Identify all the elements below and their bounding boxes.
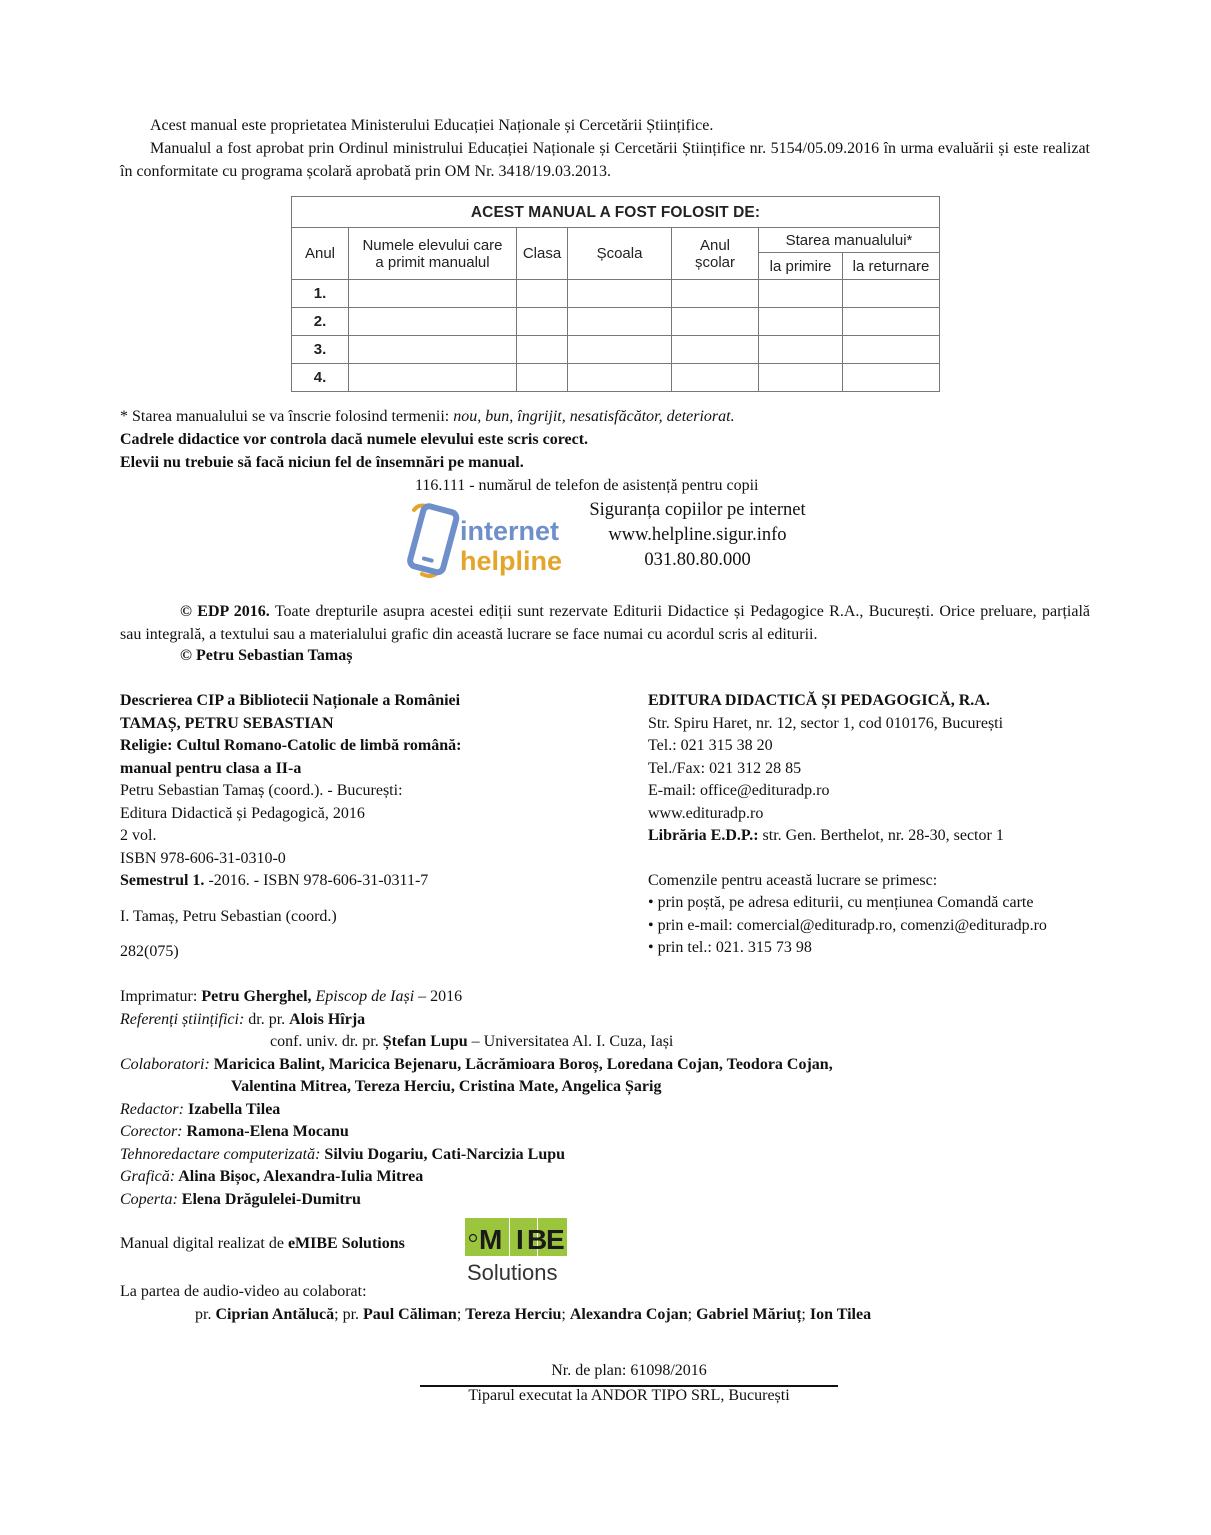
bookstore-label: Librăria E.D.P.: bbox=[648, 827, 759, 844]
audio-heading: La partea de audio-video au colaborat: bbox=[120, 1283, 367, 1300]
digital-company: eMIBE Solutions bbox=[287, 1235, 405, 1252]
helpline-info bbox=[570, 498, 825, 573]
redactor bbox=[120, 1099, 833, 1122]
publisher-info bbox=[648, 690, 1047, 960]
corector-name: Ramona-Elena Mocanu bbox=[182, 1123, 349, 1140]
referent2 bbox=[120, 1031, 833, 1054]
row-number: 3. bbox=[292, 336, 349, 364]
col-anul-scolar bbox=[672, 228, 759, 280]
table-row bbox=[292, 308, 940, 336]
printer-info: Tiparul executat la ANDOR TIPO SRL, București bbox=[468, 1387, 790, 1404]
helpline-url[interactable]: www.helpline.sigur.info bbox=[608, 525, 787, 545]
usage-table bbox=[291, 196, 940, 392]
cell-scoala[interactable] bbox=[568, 280, 672, 308]
audio-prefix: ; bbox=[687, 1306, 697, 1323]
cell-numele[interactable] bbox=[349, 364, 517, 392]
grafica-names: Alina Bișoc, Alexandra-Iulia Mitrea bbox=[175, 1168, 424, 1185]
logo-word-helpline: helpline bbox=[460, 546, 563, 576]
cell-la-primire[interactable] bbox=[759, 280, 843, 308]
audio-person: Alexandra Cojan bbox=[569, 1306, 688, 1323]
cell-clasa[interactable] bbox=[517, 308, 568, 336]
helpline-phone: 031.80.80.000 bbox=[644, 550, 751, 570]
cip-heading: Descrierea CIP a Bibliotecii Naționale a României bbox=[120, 692, 461, 709]
condition-note bbox=[120, 408, 735, 426]
audio-person: Ciprian Antălucă bbox=[215, 1306, 335, 1323]
colaboratori bbox=[120, 1054, 833, 1077]
cell-la-returnare[interactable] bbox=[843, 336, 940, 364]
colaboratori-label: Colaboratori: bbox=[120, 1055, 210, 1073]
cip-isbn: ISBN 978-606-31-0310-0 bbox=[120, 849, 286, 867]
publisher-address: Str. Spiru Haret, nr. 12, sector 1, cod 010176, București bbox=[648, 714, 1004, 732]
cip-title-line2: manual pentru clasa a II-a bbox=[120, 759, 302, 777]
audio-people bbox=[120, 1303, 871, 1326]
publisher-name: EDITURA DIDACTICĂ ȘI PEDAGOGICĂ, R.A. bbox=[648, 692, 990, 709]
coperta bbox=[120, 1189, 833, 1212]
cip-line2: Editura Didactică și Pedagogică, 2016 bbox=[120, 804, 365, 822]
imprimatur bbox=[120, 986, 833, 1009]
audio-person: Ion Tilea bbox=[809, 1306, 872, 1323]
audio-prefix: ; bbox=[456, 1306, 466, 1323]
referenti bbox=[120, 1009, 833, 1032]
col-anul-scolar-line2: școlar bbox=[694, 253, 735, 271]
cell-la-returnare[interactable] bbox=[843, 364, 940, 392]
cip-line1: Petru Sebastian Tamaș (coord.). - București: bbox=[120, 782, 403, 799]
cell-clasa[interactable] bbox=[517, 336, 568, 364]
plan-number: Nr. de plan: 61098/2016 bbox=[551, 1362, 707, 1379]
audio-person: Gabriel Măriuț bbox=[696, 1306, 802, 1323]
svg-text:M: M bbox=[479, 1224, 503, 1255]
cip-description bbox=[120, 690, 461, 964]
audio-person: Paul Căliman bbox=[363, 1306, 457, 1323]
audio-video-credits bbox=[120, 1280, 871, 1326]
referenti-label: Referenți științifici: bbox=[120, 1010, 245, 1028]
cell-la-returnare[interactable] bbox=[843, 280, 940, 308]
imprimatur-label: Imprimatur: bbox=[120, 988, 202, 1005]
corector bbox=[120, 1121, 833, 1144]
cip-author: TAMAȘ, PETRU SEBASTIAN bbox=[120, 714, 334, 732]
cip-udc: 282(075) bbox=[120, 943, 179, 960]
cell-numele[interactable] bbox=[349, 308, 517, 336]
col-numele-line1: Numele elevului care bbox=[362, 236, 503, 254]
redactor-name: Izabella Tilea bbox=[183, 1100, 281, 1118]
audio-prefix: ; pr. bbox=[334, 1306, 364, 1323]
cell-anul-scolar[interactable] bbox=[672, 364, 759, 392]
coperta-name: Elena Drăgulelei-Dumitru bbox=[177, 1190, 361, 1208]
cip-semester bbox=[120, 870, 461, 893]
publisher-bookstore bbox=[648, 825, 1047, 848]
audio-prefix: ; bbox=[801, 1306, 810, 1323]
col-la-primire: la primire bbox=[759, 253, 843, 280]
col-clasa: Clasa bbox=[517, 228, 568, 280]
order-by-email: • prin e-mail: comercial@edituradp.ro, comenzi@edituradp.ro bbox=[648, 916, 1047, 934]
digital-prefix: Manual digital realizat de bbox=[120, 1235, 288, 1252]
internet-helpline-logo bbox=[402, 500, 567, 580]
colaboratori-line1: Maricica Balint, Maricica Bejenaru, Lăcrămioara Boroș, Loredana Cojan, Teodora Cojan, bbox=[209, 1055, 833, 1073]
table-title: ACEST MANUAL A FOST FOLOSIT DE: bbox=[292, 197, 940, 228]
cip-semester-isbn: -2016. - ISBN 978-606-31-0311-7 bbox=[204, 872, 429, 889]
copyright-edp bbox=[120, 601, 1090, 646]
imprimatur-name: Petru Gherghel, bbox=[201, 988, 312, 1005]
cell-numele[interactable] bbox=[349, 280, 517, 308]
col-numele-line2: a primit manualul bbox=[375, 253, 490, 271]
audio-prefix: ; bbox=[561, 1306, 570, 1323]
tehnoredactare bbox=[120, 1144, 833, 1167]
corector-label: Corector: bbox=[120, 1123, 183, 1140]
cell-la-primire[interactable] bbox=[759, 364, 843, 392]
cell-anul-scolar[interactable] bbox=[672, 308, 759, 336]
table-row bbox=[292, 364, 940, 392]
condition-note-prefix: * Starea manualului se va înscrie folosind termenii: bbox=[120, 408, 454, 425]
emibe-logo-graphic bbox=[465, 1218, 570, 1284]
cell-anul-scolar[interactable] bbox=[672, 280, 759, 308]
cell-scoala[interactable] bbox=[568, 308, 672, 336]
helpline-title: Siguranța copiilor pe internet bbox=[589, 500, 806, 520]
credits bbox=[120, 986, 833, 1211]
imprimatur-role: Episcop de Iași bbox=[311, 988, 415, 1005]
imprimatur-year: – 2016 bbox=[414, 988, 463, 1005]
grafica bbox=[120, 1166, 833, 1189]
cell-clasa[interactable] bbox=[517, 364, 568, 392]
svg-text:I: I bbox=[516, 1224, 524, 1255]
col-la-returnare: la returnare bbox=[843, 253, 940, 280]
redactor-label: Redactor: bbox=[120, 1100, 184, 1118]
tehnoredactare-names: Silviu Dogariu, Cati-Narcizia Lupu bbox=[320, 1145, 566, 1163]
col-scoala: Școala bbox=[568, 228, 672, 280]
svg-text:E: E bbox=[546, 1224, 565, 1255]
publisher-email[interactable]: E-mail: office@edituradp.ro bbox=[648, 782, 830, 799]
table-row bbox=[292, 336, 940, 364]
audio-prefix: pr. bbox=[195, 1306, 216, 1323]
cip-volumes: 2 vol. bbox=[120, 827, 157, 844]
condition-terms: nou, bun, îngrijit, nesatisfăcător, deteriorat. bbox=[453, 408, 735, 425]
referent1-prefix: dr. pr. bbox=[244, 1010, 290, 1028]
referent1-name: Alois Hîrja bbox=[289, 1010, 366, 1028]
tehnoredactare-label: Tehnoredactare computerizată: bbox=[120, 1145, 321, 1163]
cell-la-returnare[interactable] bbox=[843, 308, 940, 336]
cell-clasa[interactable] bbox=[517, 280, 568, 308]
cell-scoala[interactable] bbox=[568, 364, 672, 392]
cell-numele[interactable] bbox=[349, 336, 517, 364]
emibe-logo bbox=[465, 1218, 570, 1284]
cip-semester-label: Semestrul 1. bbox=[120, 872, 205, 889]
bookstore-address: str. Gen. Berthelot, nr. 28-30, sector 1 bbox=[758, 827, 1004, 844]
phone-icon bbox=[402, 500, 567, 580]
row-number: 2. bbox=[292, 308, 349, 336]
referent2-name: Ștefan Lupu bbox=[382, 1033, 468, 1050]
row-number: 1. bbox=[292, 280, 349, 308]
digital-manual-credit bbox=[120, 1235, 405, 1253]
referent2-suffix: – Universitatea Al. I. Cuza, Iași bbox=[467, 1033, 674, 1050]
col-numele bbox=[349, 228, 517, 280]
emibe-solutions-word: Solutions bbox=[467, 1260, 558, 1284]
col-anul: Anul bbox=[292, 228, 349, 280]
colaboratori-line2: Valentina Mitrea, Tereza Herciu, Cristina Mate, Angelica Șarig bbox=[231, 1078, 662, 1095]
cell-scoala[interactable] bbox=[568, 336, 672, 364]
coperta-label: Coperta: bbox=[120, 1190, 178, 1208]
students-note: Elevii nu trebuie să facă niciun fel de însemnări pe manual. bbox=[120, 454, 524, 471]
ownership-statement: Acest manual este proprietatea Ministerului Educației Naționale și Cercetării Științifice. bbox=[150, 117, 714, 134]
copyright-edp-text: Toate drepturile asupra acestei ediții sunt rezervate Editurii Didactice și Pedagogice R.A., București. Orice preluare, parțială sau integrală, a textului sau a materialului grafic din această lucrare se face numai cu acordul scris al editurii. bbox=[120, 603, 1090, 643]
audio-person: Tereza Herciu bbox=[465, 1306, 562, 1323]
row-number: 4. bbox=[292, 364, 349, 392]
cip-title-line1: Religie: Cultul Romano-Catolic de limbă română: bbox=[120, 737, 462, 754]
cell-la-primire[interactable] bbox=[759, 308, 843, 336]
child-helpline-phone: 116.111 - numărul de telefon de asistență pentru copii bbox=[415, 477, 759, 494]
copyright-author: © Petru Sebastian Tamaș bbox=[180, 647, 353, 664]
publisher-tel: Tel.: 021 315 38 20 bbox=[648, 737, 773, 754]
copyright-edp-label: © EDP 2016. bbox=[180, 603, 270, 620]
publisher-telfax: Tel./Fax: 021 312 28 85 bbox=[648, 759, 802, 777]
order-by-post: • prin poștă, pe adresa editurii, cu mențiunea Comandă carte bbox=[648, 894, 1034, 911]
logo-word-internet: internet bbox=[460, 516, 560, 546]
order-by-phone: • prin tel.: 021. 315 73 98 bbox=[648, 939, 812, 956]
publisher-website[interactable]: www.edituradp.ro bbox=[648, 804, 764, 822]
approval-statement: Manualul a fost aprobat prin Ordinul ministrului Educației Naționale și Cercetării Științifice nr. 5154/05.09.2016 în urma evaluării și este realizat în conformitate cu programa școlară aprobată prin OM Nr. 3418/19.03.2013. bbox=[120, 140, 1090, 180]
teachers-note: Cadrele didactice vor controla dacă numele elevului este scris corect. bbox=[120, 431, 589, 448]
orders-heading: Comenzile pentru această lucrare se primesc: bbox=[648, 871, 938, 889]
grafica-label: Grafică: bbox=[120, 1168, 176, 1185]
svg-text:B: B bbox=[527, 1224, 548, 1255]
cell-anul-scolar[interactable] bbox=[672, 336, 759, 364]
referent2-prefix: conf. univ. dr. pr. bbox=[270, 1033, 383, 1050]
table-row bbox=[292, 280, 940, 308]
col-starea: Starea manualului* bbox=[759, 228, 940, 253]
cell-la-primire[interactable] bbox=[759, 336, 843, 364]
cip-index: I. Tamaș, Petru Sebastian (coord.) bbox=[120, 907, 337, 925]
col-anul-scolar-line1: Anul bbox=[699, 236, 731, 254]
